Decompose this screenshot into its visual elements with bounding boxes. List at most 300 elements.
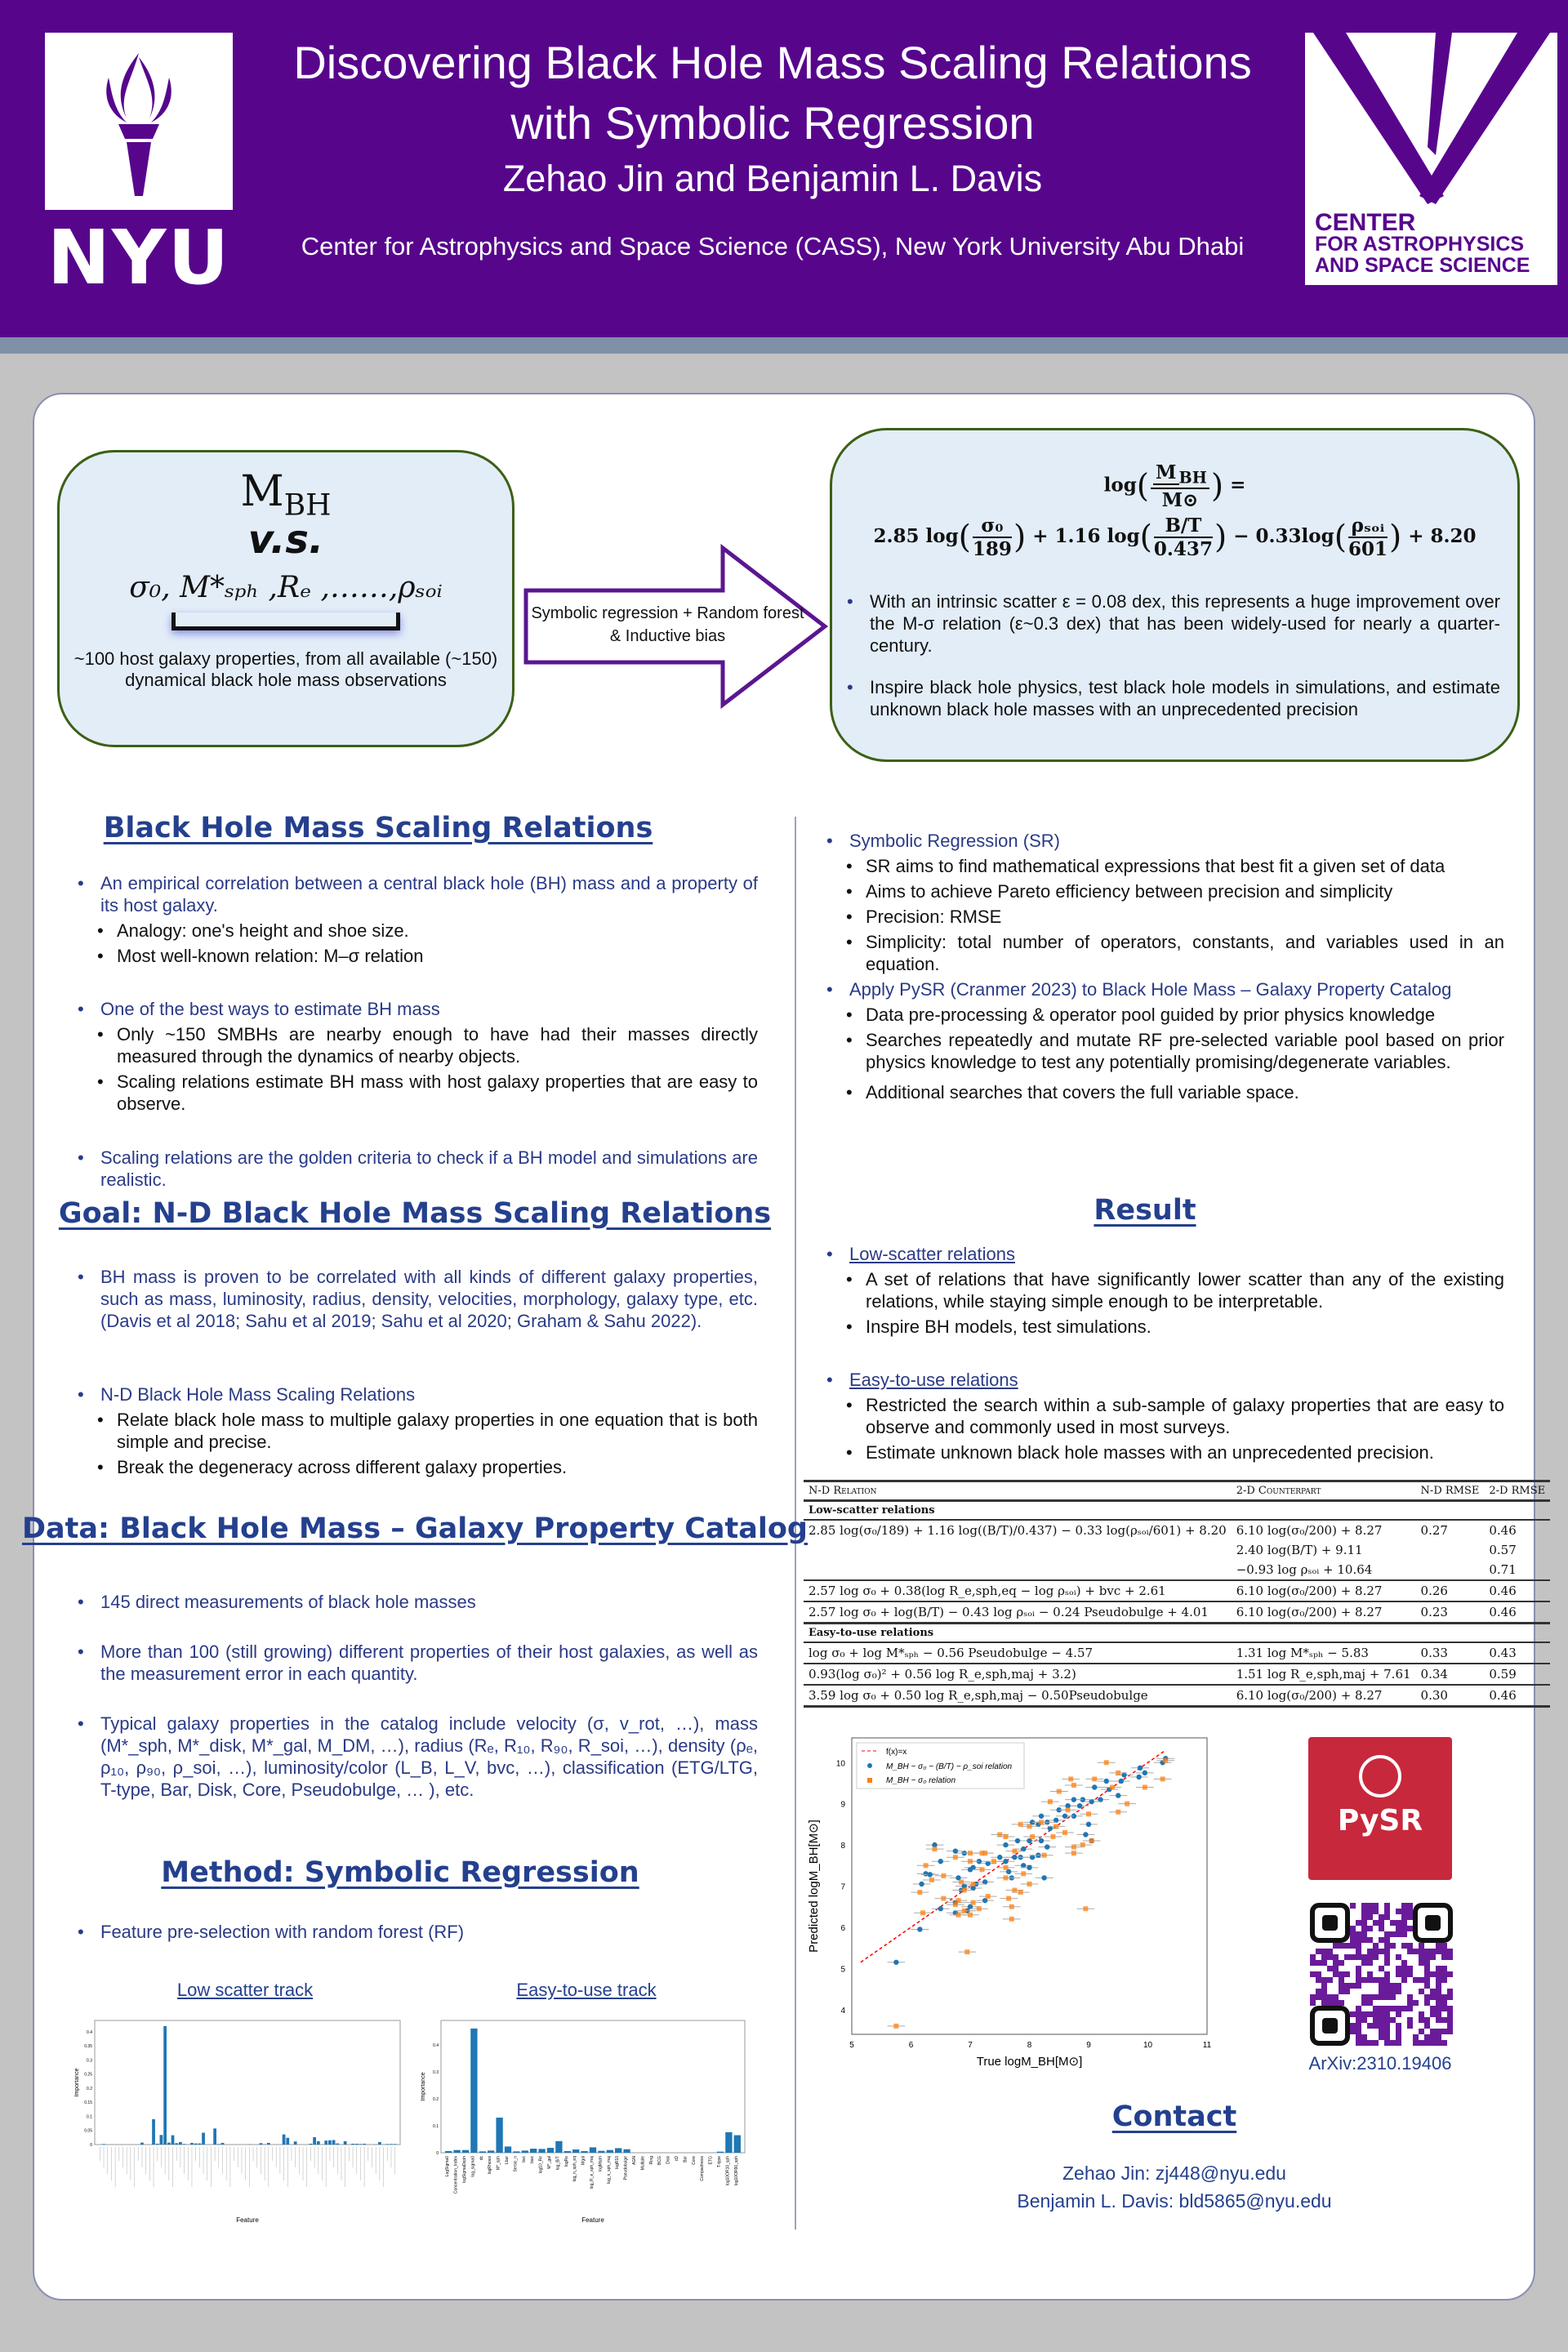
qr-module: [1356, 2034, 1361, 2040]
bullet-item: • 145 direct measurements of black hole masses: [78, 1591, 758, 1613]
table-cell: 0.33: [1420, 1646, 1448, 1660]
data-point: [1062, 1814, 1067, 1819]
qr-module: [1384, 1960, 1390, 1966]
qr-module: [1407, 1914, 1413, 1920]
qr-module: [1321, 1960, 1327, 1966]
qr-module: [1361, 2000, 1367, 2006]
table-row: [804, 1560, 1550, 1580]
qr-module: [1441, 1994, 1447, 2000]
data-point: [893, 2024, 898, 2029]
lightbulb-icon: [1359, 1755, 1401, 1797]
section-heading-method: Method: Symbolic Regression: [161, 1856, 639, 1889]
data-point: [1071, 1783, 1076, 1788]
data-point: [1039, 1838, 1044, 1843]
vs-label: v.s.: [247, 517, 324, 564]
qr-module: [1310, 2000, 1316, 2006]
easy-to-use-importance-chart: [416, 2014, 751, 2228]
data-point: [1042, 1853, 1047, 1858]
x-axis-label: Feature: [581, 2216, 604, 2224]
data-point: [893, 1960, 898, 1965]
data-point: [1004, 1875, 1009, 1880]
table-cell: 0.93(log σ₀)² + 0.56 log R_e,sph,maj + 3.2): [804, 1664, 1232, 1685]
qr-module: [1424, 2023, 1430, 2029]
x-tick-label: Bar: [683, 2156, 688, 2163]
qr-module: [1384, 1983, 1390, 1989]
qr-module: [1396, 1966, 1401, 1971]
qr-module: [1321, 1954, 1327, 1960]
table-cell: [804, 1540, 1232, 1560]
qr-module: [1367, 1971, 1373, 1977]
cass-logo-text: [1315, 209, 1530, 277]
y-tick-label: 0.4: [87, 2029, 92, 2035]
pysr-logo-text: PySR: [1337, 1804, 1423, 1838]
qr-module: [1361, 2011, 1367, 2017]
x-tick-label: dc: [479, 2156, 484, 2161]
data-point: [968, 1851, 973, 1855]
qr-module: [1419, 1977, 1424, 1983]
cass-logo: [1305, 33, 1557, 285]
data-point: [968, 1867, 973, 1872]
sub-bullet-item: • Estimate unknown black hole masses with an unprecedented precision.: [826, 1441, 1504, 1463]
qr-module: [1350, 1926, 1356, 1931]
x-tick-label: M*_gal: [547, 2156, 552, 2169]
x-tick-label: Disk: [666, 2156, 671, 2164]
bullet-item: • An empirical correlation between a central black hole (BH) mass and a property of its host galaxy.: [78, 872, 758, 916]
qr-module: [1367, 1937, 1373, 1943]
qr-module: [1384, 2006, 1390, 2011]
qr-module: [1384, 1903, 1390, 1909]
table-cell: 0.26: [1416, 1580, 1485, 1601]
data-point: [962, 1909, 967, 1913]
qr-module: [1327, 1994, 1333, 2000]
y-tick-label: 0.1: [87, 2114, 92, 2120]
data-point: [1009, 1904, 1014, 1909]
data-point: [1030, 1834, 1035, 1839]
qr-module: [1436, 2034, 1441, 2040]
x-tick-label: log_R_e_sph_maj: [590, 2156, 595, 2189]
data-point: [1083, 1832, 1088, 1837]
qr-module: [1361, 2017, 1367, 2023]
qr-module: [1424, 1971, 1430, 1977]
qr-module: [1367, 1994, 1373, 2000]
qr-module: [1379, 1937, 1384, 1943]
qr-module: [1379, 1966, 1384, 1971]
sub-bullet-item: • Data pre-processing & operator pool guided by prior physics knowledge: [826, 1004, 1504, 1026]
data-point: [982, 1851, 987, 1855]
data-point: [941, 1896, 946, 1901]
x-tick-label: log_n_sph_maj: [606, 2156, 612, 2184]
qr-module: [1436, 2000, 1441, 2006]
table-cell: 0.30: [1416, 1685, 1485, 1707]
qr-module: [1379, 1994, 1384, 2000]
qr-module: [1339, 2000, 1344, 2006]
qr-module: [1350, 1937, 1356, 1943]
importance-bar: [267, 2143, 270, 2145]
data-point: [1071, 1797, 1076, 1802]
cass-line: AND SPACE SCIENCE: [1315, 254, 1530, 277]
qr-module: [1447, 1954, 1453, 1960]
table-section-row: [804, 1501, 1550, 1521]
qr-module: [1361, 1914, 1367, 1920]
qr-module: [1396, 1931, 1401, 1937]
qr-module: [1407, 1949, 1413, 1954]
importance-bar: [581, 2151, 587, 2153]
qr-module: [1367, 1960, 1373, 1966]
qr-module: [1390, 2017, 1396, 2023]
qr-module: [1379, 1989, 1384, 1994]
qr-module: [1350, 2029, 1356, 2034]
importance-bar: [359, 2144, 363, 2145]
qr-module: [1430, 2029, 1436, 2034]
column-header: 2-D Counterpart: [1232, 1481, 1416, 1501]
qr-module: [1396, 1983, 1401, 1989]
qr-module: [1356, 2029, 1361, 2034]
data-point: [1083, 1906, 1088, 1911]
contact-email-jin[interactable]: Zehao Jin: zj448@nyu.edu: [1062, 2163, 1286, 2184]
table-cell: 6.10 log(σ₀/200) + 8.27: [1236, 1523, 1383, 1538]
table-cell: [1416, 1540, 1485, 1560]
qr-module: [1396, 1954, 1401, 1960]
qr-module: [1390, 2006, 1396, 2011]
importance-bar: [202, 2132, 205, 2145]
importance-bar: [179, 2142, 182, 2145]
arrow-label: Symbolic regression + Random forest & Inductive bias: [531, 604, 804, 645]
x-tick-label: log10_Re: [538, 2156, 544, 2174]
importance-bar: [140, 2143, 144, 2145]
qr-module: [1436, 1949, 1441, 1954]
x-tick-label: AGN: [632, 2156, 637, 2165]
variables-caption: ~100 host galaxy properties, from all available (~150) dynamical black hole mass observations: [74, 648, 498, 691]
qr-module: [1367, 2000, 1373, 2006]
importance-bar: [324, 2140, 327, 2145]
qr-module: [1356, 1966, 1361, 1971]
qr-module: [1361, 1994, 1367, 2000]
qr-finder: [1322, 2018, 1338, 2034]
qr-module: [1401, 1966, 1407, 1971]
qr-module: [1424, 2017, 1430, 2023]
importance-bar: [355, 2144, 359, 2145]
importance-bar: [194, 2144, 198, 2145]
cass-x-mark-icon: [1305, 33, 1557, 208]
qr-module: [1379, 2006, 1384, 2011]
x-tick-label: M*_sph: [496, 2156, 501, 2170]
qr-module: [1356, 1920, 1361, 1926]
qr-module: [1401, 1914, 1407, 1920]
key-result-bullets: [847, 590, 1500, 720]
qr-module: [1384, 1949, 1390, 1954]
data-point: [971, 1900, 976, 1905]
table-row: [804, 1580, 1550, 1601]
data-point: [959, 1879, 964, 1884]
qr-module: [1436, 1971, 1441, 1977]
qr-module: [1419, 1960, 1424, 1966]
qr-module: [1384, 2034, 1390, 2040]
qr-module: [1379, 1926, 1384, 1931]
qr-module: [1384, 2029, 1390, 2034]
x-tick-label: Pseudobulge: [623, 2156, 629, 2180]
qr-module: [1396, 1920, 1401, 1926]
qr-module: [1407, 1943, 1413, 1949]
importance-bar: [717, 2152, 724, 2153]
qr-module: [1316, 1949, 1321, 1954]
data-point: [941, 1873, 946, 1878]
plot-frame: [95, 2020, 400, 2145]
importance-bar: [190, 2143, 194, 2145]
importance-bar: [310, 2144, 313, 2145]
table-cell: 2.85 log(σ₀/189) + 1.16 log((B/T)/0.437) − 0.33 log(ρₛₒᵢ/601) + 8.20: [808, 1523, 1227, 1538]
qr-module: [1321, 1994, 1327, 2000]
sub-bullet-item: • Only ~150 SMBHs are nearby enough to have had their masses directly measured through the dynamics of nearby objects.: [78, 1023, 758, 1067]
data-point: [1125, 1802, 1129, 1806]
data-point: [1138, 1766, 1143, 1771]
qr-module: [1361, 1920, 1367, 1926]
qr-module: [1390, 1983, 1396, 1989]
y-tick-label: 0.3: [87, 2058, 92, 2064]
data-point: [953, 1855, 958, 1860]
x-tick-label: logSigmaDeph: [462, 2156, 467, 2183]
importance-bar: [538, 2149, 545, 2153]
qr-module: [1356, 1977, 1361, 1983]
formula-text: 0.437: [1153, 537, 1213, 560]
qr-module: [1333, 1943, 1339, 1949]
input-variables-box: [57, 450, 514, 747]
qr-module: [1396, 1909, 1401, 1914]
qr-module: [1361, 1960, 1367, 1966]
table-cell: 0.23: [1416, 1601, 1485, 1624]
data-point: [924, 1863, 929, 1868]
qr-module: [1356, 1949, 1361, 1954]
data-point: [1027, 1865, 1031, 1870]
data-point: [1039, 1820, 1044, 1824]
qr-module: [1350, 2011, 1356, 2017]
sub-bullet-item: • Searches repeatedly and mutate RF pre-selected variable pool based on prior physics knowledge to test any potentially promising/degenerate variables.: [826, 1029, 1504, 1073]
data-point: [956, 1913, 961, 1918]
data-point: [1003, 1842, 1008, 1847]
y-tick-label: 0.2: [87, 2086, 92, 2091]
contact-email-davis[interactable]: Benjamin L. Davis: bld5865@nyu.edu: [1017, 2190, 1332, 2212]
data-point: [1004, 1865, 1009, 1870]
importance-bar: [496, 2118, 502, 2153]
data-point: [917, 1890, 922, 1895]
data-point: [964, 1949, 969, 1954]
data-point: [1027, 1882, 1032, 1886]
table-cell: 1.31 log M*ₛₚₕ − 5.83: [1236, 1646, 1369, 1660]
nyu-logo-text: NYU: [47, 214, 231, 301]
qr-module: [1316, 1989, 1321, 1994]
qr-module: [1361, 1954, 1367, 1960]
importance-bar: [513, 2151, 519, 2153]
legend-label: M_BH − σ₀ − (B/T) − ρ_soi relation: [886, 1762, 1013, 1771]
data-point: [1009, 1917, 1014, 1922]
importance-bar: [598, 2151, 604, 2153]
qr-module: [1436, 1943, 1441, 1949]
qr-module: [1339, 1989, 1344, 1994]
data-point: [1104, 1779, 1109, 1784]
data-point: [962, 1888, 967, 1893]
nyu-torch-logo: [45, 33, 233, 210]
qr-module: [1367, 1954, 1373, 1960]
importance-bar: [522, 2150, 528, 2153]
qr-module: [1356, 1983, 1361, 1989]
arxiv-link[interactable]: ArXiv:2310.19406: [1308, 2053, 1452, 2074]
qr-module: [1361, 1926, 1367, 1931]
x-tick-label: 10: [1143, 2041, 1153, 2050]
y-tick-label: 9: [840, 1800, 845, 1810]
importance-bar: [378, 2142, 381, 2145]
x-tick-label: 11: [1202, 2041, 1212, 2050]
qr-module: [1333, 1954, 1339, 1960]
y-tick-label: 4: [840, 2006, 845, 2016]
sub-bullet-item: • Analogy: one's height and shoe size.: [78, 920, 758, 942]
qr-module: [1350, 1943, 1356, 1949]
importance-bar: [152, 2119, 155, 2145]
qr-module: [1367, 1903, 1373, 1909]
qr-module: [1321, 2000, 1327, 2006]
qr-module: [1384, 1977, 1390, 1983]
qr-code[interactable]: [1310, 1903, 1453, 2048]
data-point: [1163, 1758, 1168, 1763]
formula-text: − 0.33log: [1233, 524, 1334, 547]
x-tick-label: log_sigma0: [470, 2156, 476, 2177]
qr-module: [1356, 2006, 1361, 2011]
result-group-1: [826, 1243, 1504, 1338]
importance-bar: [102, 2144, 105, 2145]
qr-module: [1379, 1920, 1384, 1926]
qr-module: [1447, 2006, 1453, 2011]
qr-module: [1350, 1931, 1356, 1937]
sub-bullet-item: • Most well-known relation: M–σ relation: [78, 945, 758, 967]
formula-text: + 1.16 log: [1032, 524, 1140, 547]
qr-module: [1373, 1920, 1379, 1926]
importance-bar: [156, 2144, 159, 2145]
qr-module: [1419, 1943, 1424, 1949]
relations-table: [804, 1480, 1546, 1708]
qr-module: [1327, 1966, 1333, 1971]
importance-bar: [283, 2135, 286, 2145]
qr-module: [1430, 2006, 1436, 2011]
qr-module: [1344, 1954, 1350, 1960]
qr-module: [1361, 2040, 1367, 2046]
importance-bar: [328, 2140, 332, 2145]
qr-module: [1344, 1943, 1350, 1949]
qr-module: [1396, 2029, 1401, 2034]
data-point: [1003, 1859, 1008, 1864]
data-point: [1116, 1810, 1120, 1815]
qr-module: [1390, 1989, 1396, 1994]
sub-bullet-item: • Simplicity: total number of operators, constants, and variables used in an equation.: [826, 931, 1504, 975]
x-tick-label: 5: [849, 2041, 854, 2050]
variables-list: σ₀, M*ₛₚₕ ,Rₑ ,……,ρₛₒᵢ: [129, 571, 443, 605]
section-heading-result: Result: [1094, 1194, 1196, 1227]
section-heading-goal: Goal: N-D Black Hole Mass Scaling Relations: [58, 1197, 772, 1230]
qr-module: [1390, 1994, 1396, 2000]
qr-module: [1321, 1977, 1327, 1983]
bullet-item: • Symbolic Regression (SR): [826, 830, 1504, 852]
qr-module: [1384, 1954, 1390, 1960]
qr-module: [1396, 2006, 1401, 2011]
bullet-item: • Typical galaxy properties in the catalog include velocity (σ, v_rot, …), mass (M*_sph, M*_disk, M*_gal, M_DM, …), radius (Rₑ, R₁₀, R₉₀, R_soi, …), density (ρₑ, ρ₁₀, ρ₉₀, ρ_soi, …), luminosity/color (L_B, L_V, bvc, …), classification (ETG/LTG, T-type, Bar, Disk, Core, Pseudobulge, … ), etc.: [78, 1713, 758, 1801]
data-point: [1136, 1775, 1141, 1780]
qr-module: [1367, 1977, 1373, 1983]
qr-module: [1321, 1989, 1327, 1994]
qr-module: [1436, 2040, 1441, 2046]
qr-module: [1401, 1903, 1407, 1909]
data-point: [1012, 1855, 1017, 1860]
qr-module: [1419, 1954, 1424, 1960]
x-tick-label: Multiple: [640, 2156, 646, 2171]
qr-module: [1413, 2034, 1419, 2040]
qr-module: [1407, 1926, 1413, 1931]
formula-text: 189: [972, 537, 1012, 560]
data-point: [1143, 1771, 1147, 1775]
qr-module: [1401, 1943, 1407, 1949]
table-cell: 2.40 log(B/T) + 9.11: [1236, 1543, 1363, 1557]
qr-module: [1401, 1920, 1407, 1926]
data-point: [968, 1859, 973, 1864]
qr-module: [1356, 1971, 1361, 1977]
x-tick-label: 8: [1027, 2041, 1032, 2050]
y-tick-label: 0.2: [433, 2096, 439, 2102]
qr-module: [1407, 2017, 1413, 2023]
importance-bar: [167, 2143, 171, 2145]
importance-bar: [294, 2141, 297, 2145]
y-tick-label: 0.1: [433, 2123, 439, 2129]
cass-line: CENTER: [1315, 209, 1416, 236]
x-tick-label: log10OR90_sph: [733, 2156, 739, 2186]
mbh-subscript: BH: [283, 488, 332, 523]
scaling-group-2: [78, 998, 758, 1115]
qr-module: [1367, 1949, 1373, 1954]
qr-module: [1419, 2040, 1424, 2046]
importance-bar: [394, 2144, 397, 2145]
qr-module: [1436, 1989, 1441, 1994]
qr-module: [1407, 1903, 1413, 1909]
column-header: 2-D RMSE: [1484, 1481, 1550, 1501]
qr-module: [1373, 1977, 1379, 1983]
data-point: [1086, 1811, 1091, 1816]
data-point: [919, 1882, 924, 1886]
qr-module: [1379, 2034, 1384, 2040]
data-point: [1086, 1822, 1091, 1827]
qr-module: [1390, 1920, 1396, 1926]
plot-frame: [441, 2020, 745, 2153]
qr-module: [1384, 1937, 1390, 1943]
qr-module: [1379, 2023, 1384, 2029]
qr-module: [1379, 2017, 1384, 2023]
x-axis-label: True logM_BH[M⊙]: [976, 2055, 1083, 2069]
formula-fraction: [1151, 461, 1209, 511]
qr-module: [1373, 1994, 1379, 2000]
qr-module: [1430, 1949, 1436, 1954]
data-point: [1119, 1779, 1124, 1784]
data-point: [1071, 1845, 1076, 1850]
importance-bar: [213, 2128, 216, 2145]
qr-module: [1384, 2023, 1390, 2029]
x-tick-label: Lbar: [505, 2156, 510, 2165]
importance-bar: [332, 2140, 336, 2145]
qr-module: [1441, 1943, 1447, 1949]
column-header: N-D Relation: [804, 1481, 1232, 1501]
affiliation: Center for Astrophysics and Space Science (CASS), New York University Abu Dhabi: [301, 232, 1245, 261]
sub-bullet-item: • Restricted the search within a sub-sample of galaxy properties that are easy to observe and commonly used in most surveys.: [826, 1394, 1504, 1438]
qr-module: [1350, 1983, 1356, 1989]
importance-bar: [564, 2151, 571, 2153]
qr-module: [1356, 2023, 1361, 2029]
torch-icon: [45, 33, 233, 210]
qr-module: [1344, 1989, 1350, 1994]
table-cell: 2.57 log σ₀ + 0.38(log R_e,sph,eq − log ρₛₒᵢ) + bvc + 2.61: [804, 1580, 1232, 1601]
qr-module: [1361, 1937, 1367, 1943]
